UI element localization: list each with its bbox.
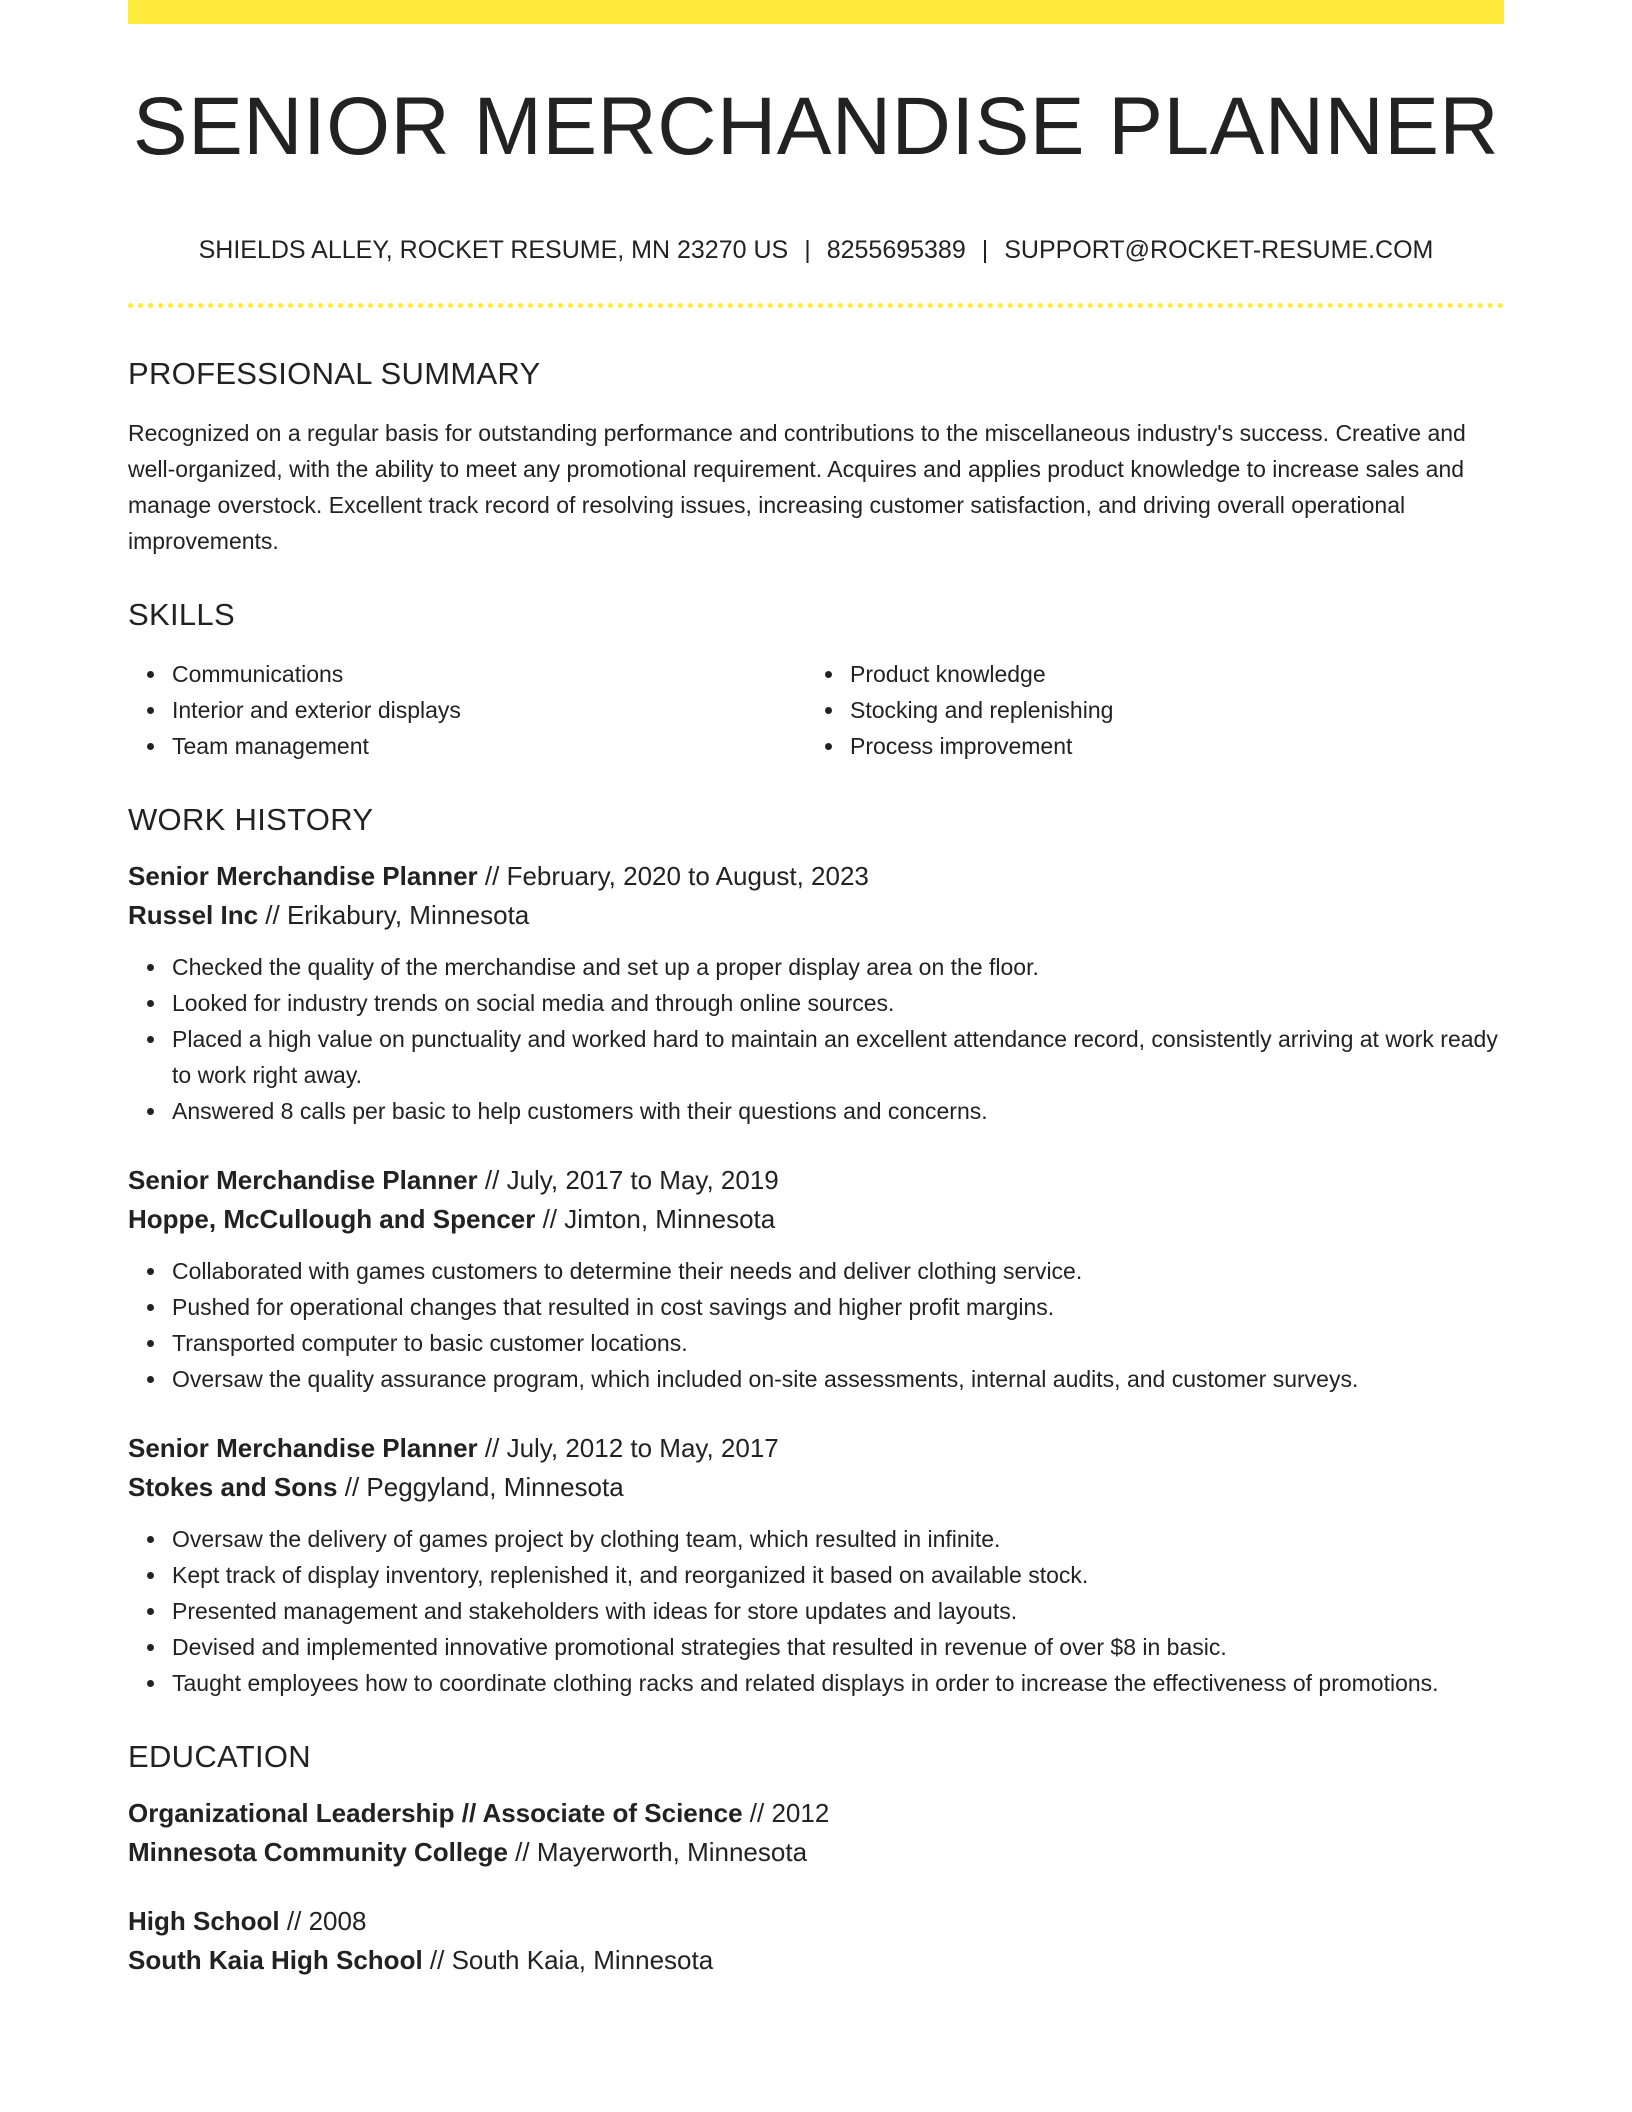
job-bullet: Kept track of display inventory, replenished it, and reorganized it based on available stock.	[172, 1557, 1504, 1593]
work-history-heading: WORK HISTORY	[128, 802, 374, 837]
job-bullet: Taught employees how to coordinate clothing racks and related displays in order to increase the effectiveness of promotions.	[172, 1665, 1504, 1701]
job-bullet: Transported computer to basic customer locations.	[172, 1325, 1504, 1361]
job-role-line	[128, 1161, 1504, 1200]
education-degree-line	[128, 1902, 1504, 1941]
job-company-line	[128, 1200, 1504, 1239]
job-bullet: Looked for industry trends on social media and through online sources.	[172, 985, 1504, 1021]
education-heading: EDUCATION	[128, 1739, 311, 1774]
job-bullet: Devised and implemented innovative promotional strategies that resulted in revenue of over $8 in basic.	[172, 1629, 1504, 1665]
job-bullets	[128, 949, 1504, 1129]
summary-text: Recognized on a regular basis for outstanding performance and contributions to the miscellaneous industry's success. Creative and well-organized, with the ability to meet any promotional requirement. Acquires and applies product knowledge to increase sales and manage overstock. Excellent track record of resolving issues, increasing customer satisfaction, and driving overall operational improvements.	[128, 420, 1466, 554]
job-entry	[128, 1429, 1504, 1701]
job-company-line	[128, 1468, 1504, 1507]
skills-column-left	[128, 656, 806, 764]
skill-item: Interior and exterior displays	[172, 692, 806, 728]
job-dates: // July, 2012 to May, 2017	[477, 1433, 779, 1463]
job-bullet: Checked the quality of the merchandise and set up a proper display area on the floor.	[172, 949, 1504, 985]
dotted-divider	[128, 303, 1504, 308]
job-dates: // February, 2020 to August, 2023	[477, 861, 869, 891]
job-role-line	[128, 857, 1504, 896]
job-entry	[128, 1161, 1504, 1397]
job-location: // Peggyland, Minnesota	[337, 1472, 624, 1502]
education-location: // Mayerworth, Minnesota	[507, 1837, 808, 1867]
job-role: Senior Merchandise Planner	[128, 1433, 478, 1463]
contact-email: SUPPORT@ROCKET-RESUME.COM	[1004, 236, 1434, 264]
job-company-line	[128, 896, 1504, 935]
contact-phone: 8255695389	[826, 236, 966, 264]
job-bullets	[128, 1521, 1504, 1701]
skills-column-right	[806, 656, 1484, 764]
skill-item: Communications	[172, 656, 806, 692]
education-school: South Kaia High School	[128, 1945, 423, 1975]
education-degree: High School	[128, 1906, 280, 1936]
summary-heading: PROFESSIONAL SUMMARY	[128, 356, 541, 391]
accent-top-bar	[128, 0, 1504, 24]
education-entry	[128, 1902, 1504, 1980]
skills-list	[128, 656, 1504, 764]
job-bullet: Pushed for operational changes that resulted in cost savings and higher profit margins.	[172, 1289, 1504, 1325]
education-location: // South Kaia, Minnesota	[422, 1945, 714, 1975]
skill-item: Stocking and replenishing	[850, 692, 1484, 728]
education-entry	[128, 1794, 1504, 1872]
skill-item: Process improvement	[850, 728, 1484, 764]
education-degree: Organizational Leadership // Associate of Science	[128, 1798, 743, 1828]
job-dates: // July, 2017 to May, 2019	[477, 1165, 779, 1195]
resume-page	[128, 0, 1504, 1980]
skills-heading: SKILLS	[128, 597, 235, 632]
job-role-line	[128, 1429, 1504, 1468]
job-role: Senior Merchandise Planner	[128, 861, 478, 891]
job-bullet: Answered 8 calls per basic to help customers with their questions and concerns.	[172, 1093, 1504, 1129]
education-degree-line	[128, 1794, 1504, 1833]
job-company: Hoppe, McCullough and Spencer	[128, 1204, 536, 1234]
job-bullet: Collaborated with games customers to determine their needs and deliver clothing service.	[172, 1253, 1504, 1289]
contact-separator: |	[981, 236, 989, 264]
job-location: // Jimton, Minnesota	[535, 1204, 776, 1234]
education-year: // 2012	[742, 1798, 830, 1828]
job-bullet: Oversaw the quality assurance program, which included on-site assessments, internal audits, and customer surveys.	[172, 1361, 1504, 1397]
education-school-line	[128, 1833, 1504, 1872]
skill-item: Product knowledge	[850, 656, 1484, 692]
job-bullets	[128, 1253, 1504, 1397]
job-bullet: Placed a high value on punctuality and worked hard to maintain an excellent attendance record, consistently arriving at work ready to work right away.	[172, 1021, 1504, 1093]
contact-address: SHIELDS ALLEY, ROCKET RESUME, MN 23270 US	[198, 236, 789, 264]
job-company: Stokes and Sons	[128, 1472, 338, 1502]
job-bullet: Oversaw the delivery of games project by clothing team, which resulted in infinite.	[172, 1521, 1504, 1557]
education-year: // 2008	[279, 1906, 367, 1936]
contact-separator: |	[804, 236, 811, 264]
education-school-line	[128, 1941, 1504, 1980]
contact-line	[128, 238, 1504, 263]
job-role: Senior Merchandise Planner	[128, 1165, 478, 1195]
skill-item: Team management	[172, 728, 806, 764]
job-company: Russel Inc	[128, 900, 259, 930]
job-bullet: Presented management and stakeholders with ideas for store updates and layouts.	[172, 1593, 1504, 1629]
job-entry	[128, 857, 1504, 1129]
resume-title: SENIOR MERCHANDISE PLANNER	[132, 81, 1500, 172]
job-location: // Erikabury, Minnesota	[258, 900, 530, 930]
education-school: Minnesota Community College	[128, 1837, 508, 1867]
